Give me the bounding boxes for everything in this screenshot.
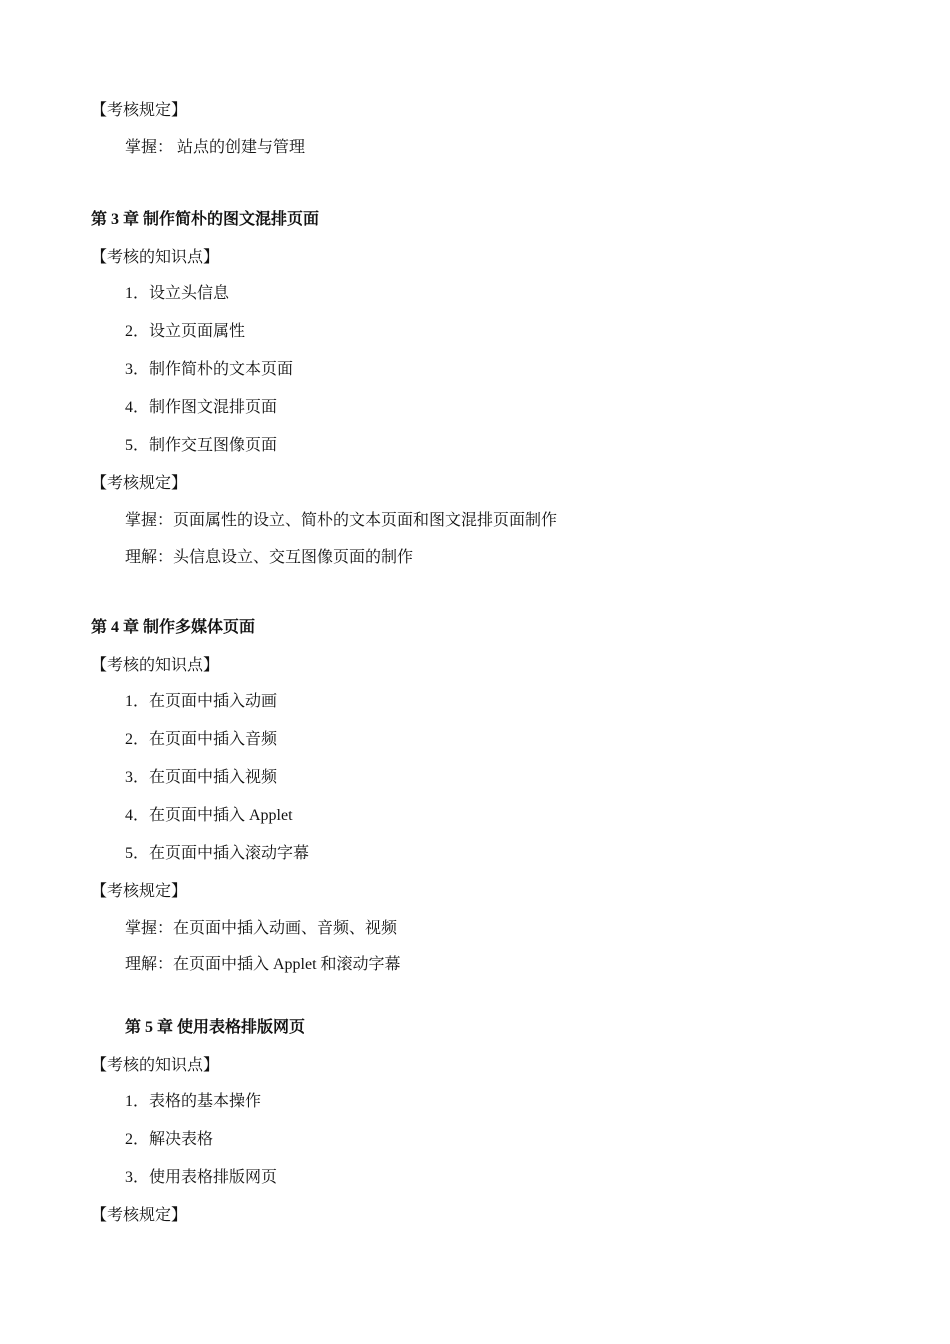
- knowledge-point: 1．表格的基本操作: [125, 1093, 262, 1110]
- rules-master: 掌握：页面属性的设立、简朴的文本页面和图文混排页面制作: [125, 512, 558, 529]
- rules-label: 【考核规定】: [91, 102, 188, 119]
- knowledge-point: 5．制作交互图像页面: [125, 437, 278, 454]
- rules-understand: 理解：在页面中插入 Applet 和滚动字幕: [125, 956, 401, 973]
- knowledge-point: 3．在页面中插入视频: [125, 769, 278, 786]
- rules-label: 【考核规定】: [91, 1207, 188, 1224]
- knowledge-point: 2．设立页面属性: [125, 323, 246, 340]
- knowledge-point: 1．设立头信息: [125, 285, 230, 302]
- chapter-title: 第 3 章 制作简朴的图文混排页面: [91, 211, 320, 228]
- knowledge-point: 2．解决表格: [125, 1131, 214, 1148]
- rules-understand: 理解：头信息设立、交互图像页面的制作: [125, 549, 414, 566]
- knowledge-point: 1．在页面中插入动画: [125, 693, 278, 710]
- points-label: 【考核的知识点】: [91, 1057, 220, 1074]
- points-label: 【考核的知识点】: [91, 249, 220, 266]
- knowledge-point: 3．使用表格排版网页: [125, 1169, 278, 1186]
- chapter-title: 第 5 章 使用表格排版网页: [125, 1019, 306, 1036]
- rules-master: 掌握： 站点的创建与管理: [125, 139, 306, 156]
- chapter-title: 第 4 章 制作多媒体页面: [91, 619, 256, 636]
- rules-label: 【考核规定】: [91, 475, 188, 492]
- knowledge-point: 3．制作简朴的文本页面: [125, 361, 294, 378]
- knowledge-point: 5．在页面中插入滚动字幕: [125, 845, 310, 862]
- rules-label: 【考核规定】: [91, 883, 188, 900]
- points-label: 【考核的知识点】: [91, 657, 220, 674]
- knowledge-point: 4．在页面中插入 Applet: [125, 807, 293, 824]
- knowledge-point: 2．在页面中插入音频: [125, 731, 278, 748]
- knowledge-point: 4．制作图文混排页面: [125, 399, 278, 416]
- rules-master: 掌握：在页面中插入动画、音频、视频: [125, 920, 398, 937]
